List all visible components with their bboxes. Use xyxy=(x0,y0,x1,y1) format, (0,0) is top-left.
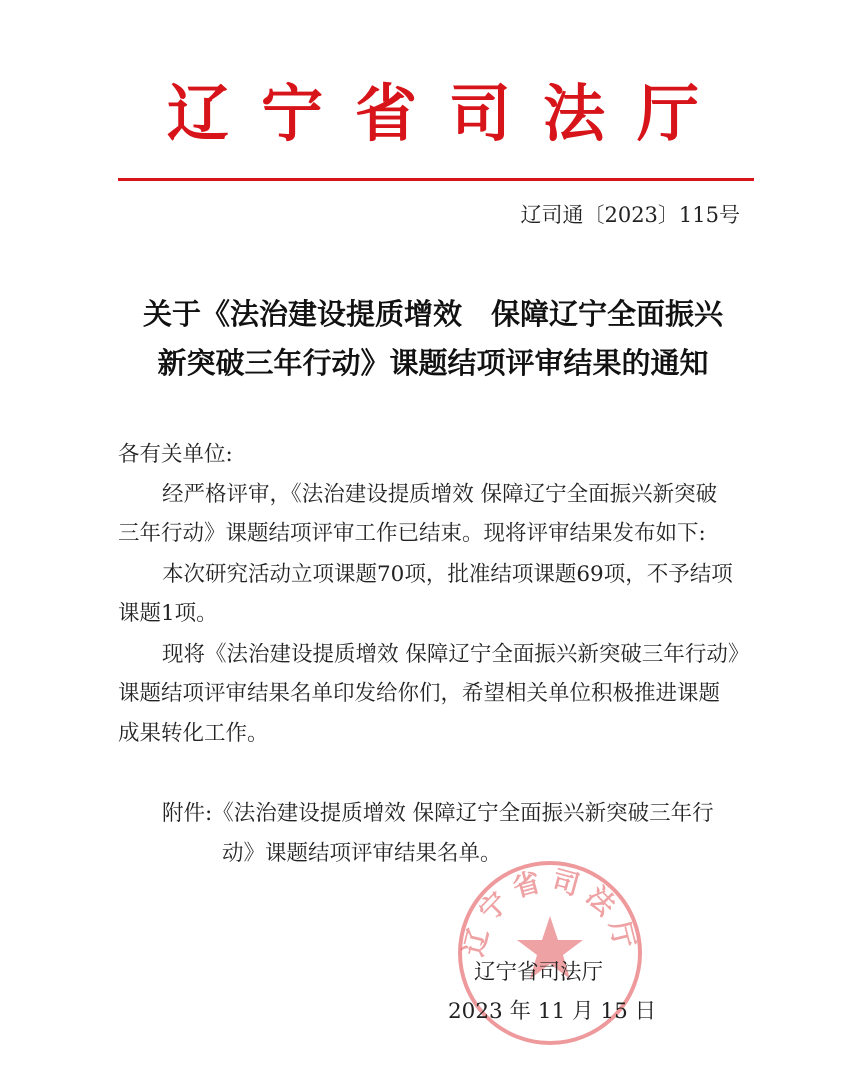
notice-title-line-1: 关于《法治建设提质增效 保障辽宁全面振兴 xyxy=(142,297,723,331)
paragraph-1-line-1: 经严格评审，《法治建设提质增效 保障辽宁全面振兴新突破 xyxy=(162,482,718,507)
paragraph-2-line-1: 本次研究活动立项课题70项，批准结项课题69项，不予结项 xyxy=(162,562,733,587)
signature-organization: 辽宁省司法厅 xyxy=(474,960,604,985)
paragraph-3-line-3: 成果转化工作。 xyxy=(118,721,269,746)
red-divider-rule xyxy=(118,178,754,181)
paragraph-3-line-1: 现将《法治建设提质增效 保障辽宁全面振兴新突破三年行动》 xyxy=(162,642,750,667)
salutation: 各有关单位: xyxy=(118,442,233,467)
attachment-line-1: 附件:《法治建设提质增效 保障辽宁全面振兴新突破三年行 xyxy=(162,801,714,826)
document-number: 辽司通〔2023〕115号 xyxy=(520,203,740,227)
paragraph-2-line-2: 课题1项。 xyxy=(118,601,218,626)
attachment-line-2: 动》课题结项评审结果名单。 xyxy=(222,841,502,866)
seal-text: 辽宁省司法厅 xyxy=(458,864,642,960)
signature-date: 2023 年 11 月 15 日 xyxy=(448,999,657,1024)
issuer-masthead: 辽宁省司法厅 xyxy=(166,77,731,150)
notice-title-line-2: 新突破三年行动》课题结项评审结果的通知 xyxy=(157,346,709,380)
paragraph-1-line-2: 三年行动》课题结项评审工作已结束。现将评审结果发布如下: xyxy=(118,521,706,546)
paragraph-3-line-2: 课题结项评审结果名单印发给你们，希望相关单位积极推进课题 xyxy=(118,681,721,706)
